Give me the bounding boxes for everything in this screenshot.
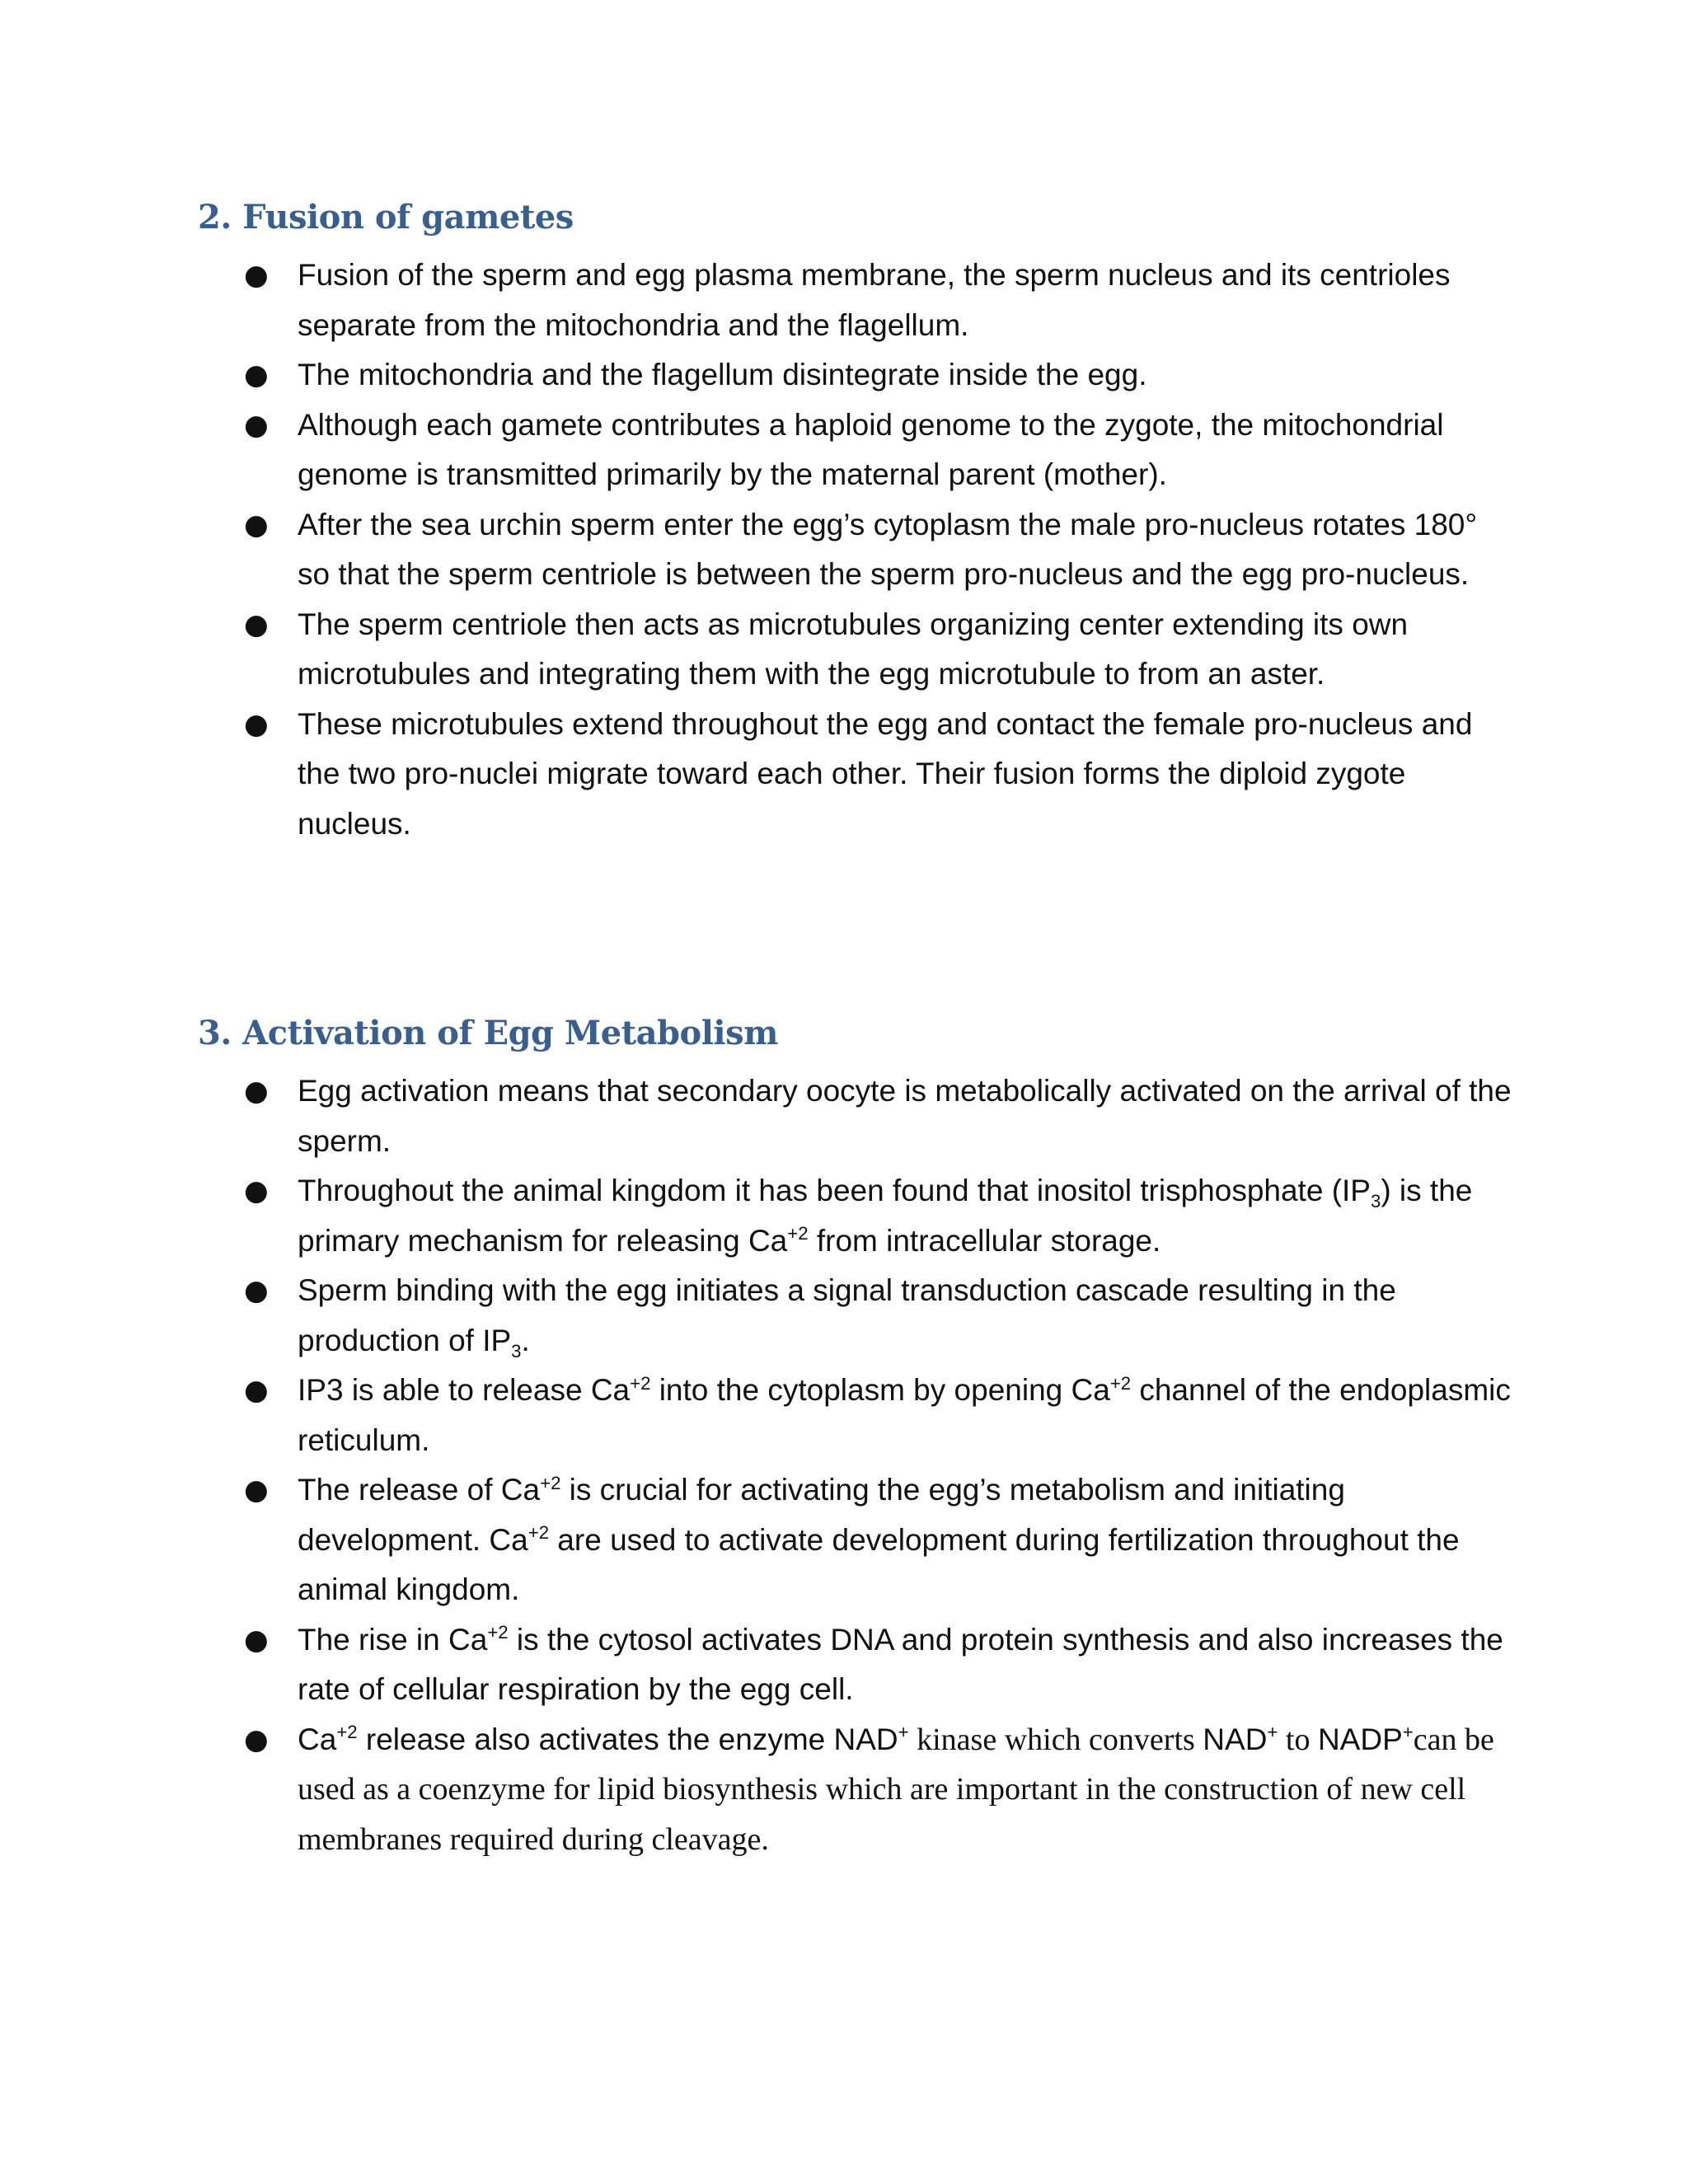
section-fusion-of-gametes <box>198 188 1517 849</box>
list-item: ● Throughout the animal kingdom it has been found that inositol trisphosphate $(IP_3)$ is the primary mechanism for releasing $Ca^{+2}$ from intracellular storage. <box>198 1166 1517 1266</box>
bullet-icon: ● <box>244 1274 269 1307</box>
bullet-icon: ● <box>244 1174 269 1207</box>
bullet-list <box>198 251 1517 849</box>
list-item: ● The rise in $Ca^{+2}$ is the cytosol activates DNA and protein synthesis and also increases the rate of cellular respiration by the egg cell. <box>198 1615 1517 1715</box>
list-item: ● Fusion of the sperm and egg plasma membrane, the sperm nucleus and its centrioles separate from the mitochondria and the flagellum. <box>198 251 1517 350</box>
list-item: ● Sperm binding with the egg initiates a signal transduction cascade resulting in the production of $IP_3$. <box>198 1266 1517 1366</box>
bullet-icon: ● <box>244 1722 269 1756</box>
bullet-list <box>198 1066 1517 1864</box>
list-item: ● $Ca^{+2}$ release also activates the enzyme NAD+ kinase which converts NAD+ to NADP+can be used as a coenzyme for lipid biosynthesis which are important in the construction of new cell membranes required during cleavage. <box>198 1715 1517 1865</box>
list-item: ● After the sea urchin sperm enter the egg’s cytoplasm the male pro-nucleus rotates 180° so that the sperm centriole is between the sperm pro-nucleus and the egg pro-nucleus. <box>198 500 1517 600</box>
bullet-icon: ● <box>244 1374 269 1407</box>
bullet-icon: ● <box>244 1075 269 1108</box>
list-item: ● These microtubules extend throughout the egg and contact the female pro-nucleus and the two pro-nuclei migrate toward each other. Their fusion forms the diploid zygote nucleus. <box>198 700 1517 850</box>
section-activation-of-egg-metabolism <box>198 1004 1517 1864</box>
section-heading: 3. Activation of Egg Metabolism <box>198 1014 778 1052</box>
bullet-icon: ● <box>244 508 269 541</box>
list-item: ● Although each gamete contributes a haploid genome to the zygote, the mitochondrial genome is transmitted primarily by the maternal parent (mother). <box>198 401 1517 500</box>
section-heading: 2. Fusion of gametes <box>198 198 574 237</box>
list-item: ● IP3 is able to release $Ca^{+2}$ into the cytoplasm by opening $Ca^{+2}$ channel of the endoplasmic reticulum. <box>198 1366 1517 1465</box>
bullet-icon: ● <box>244 359 269 391</box>
bullet-icon: ● <box>244 408 269 442</box>
bullet-icon: ● <box>244 707 269 741</box>
bullet-icon: ● <box>244 607 269 641</box>
bullet-icon: ● <box>244 259 269 292</box>
list-item: ● The sperm centriole then acts as microtubules organizing center extending its own microtubules and integrating them with the egg microtubule to from an aster. <box>198 600 1517 700</box>
list-item: ● The release of $Ca^{+2}$ is crucial for activating the egg’s metabolism and initiating development. $Ca^{+2}$ are used to activate development during fertilization throughout the animal kingdom. <box>198 1465 1517 1615</box>
list-item: ● Egg activation means that secondary oocyte is metabolically activated on the arrival of the sperm. <box>198 1066 1517 1166</box>
list-item: ● The mitochondria and the flagellum disintegrate inside the egg. <box>198 350 1517 401</box>
bullet-icon: ● <box>244 1623 269 1657</box>
bullet-icon: ● <box>244 1474 269 1507</box>
